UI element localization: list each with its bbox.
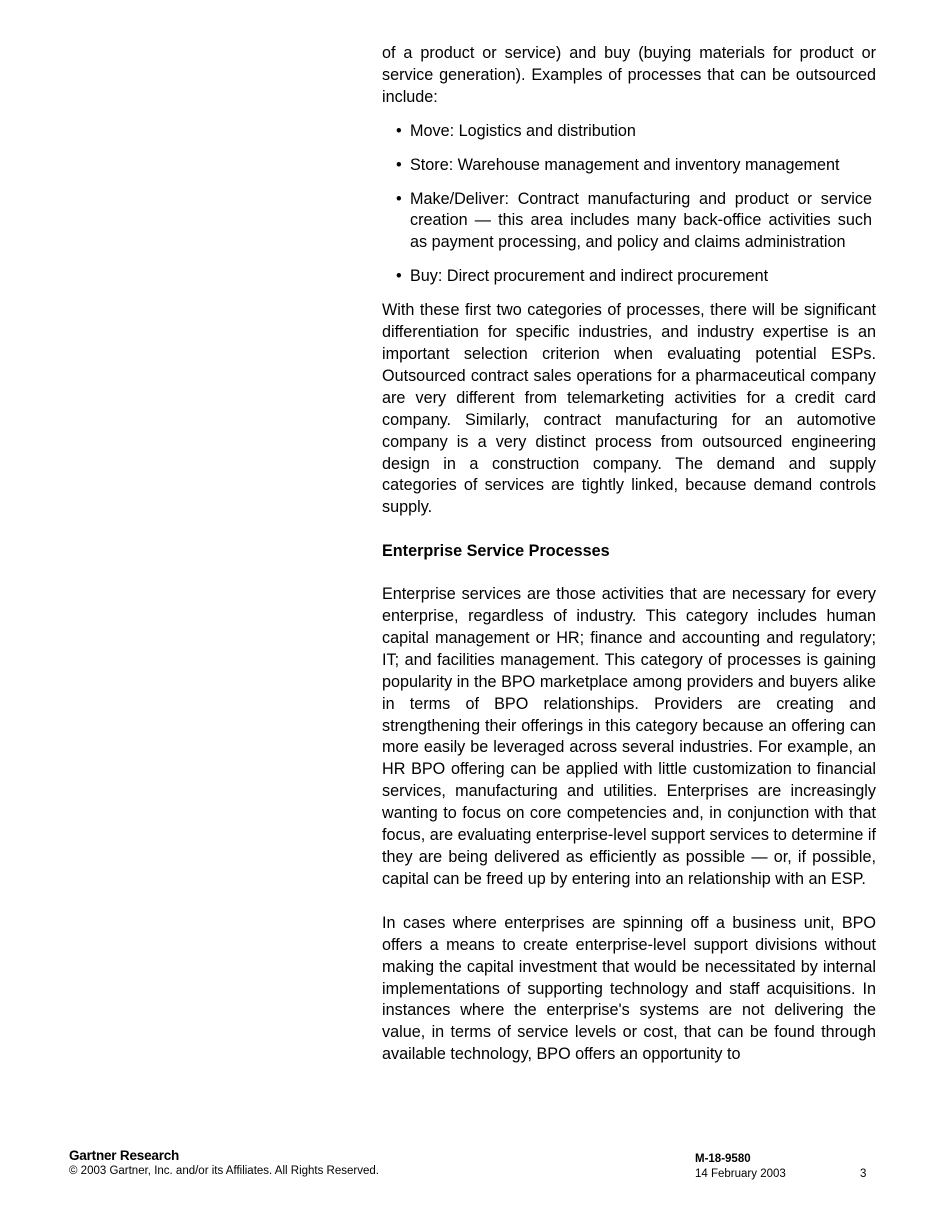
bullet-text: Move: Logistics and distribution: [410, 121, 636, 140]
bullet-item-make-deliver: [382, 189, 876, 255]
bullet-symbol: •: [396, 155, 402, 174]
process-bullet-list: [382, 121, 876, 288]
page-number: 3: [860, 1168, 867, 1180]
bullet-symbol: •: [396, 267, 402, 286]
bullet-item-move: [382, 121, 876, 143]
bullet-text: Make/Deliver: Contract manufacturing and product or service creation — this area includes many back-office activities such as payment processing, and policy and claims administration: [410, 189, 872, 252]
bullet-item-buy: [382, 266, 876, 288]
spin-off-paragraph: In cases where enterprises are spinning off a business unit, BPO offers a means to create enterprise-level support divisions without making the capital investment that would be necessitated by internal implementations of supporting technology and staff acquisitions. In instances where the enterprise's systems are not delivering the value, in terms of service levels or cost, that can be found through available technology, BPO offers an opportunity to: [382, 913, 876, 1064]
publication-date: 14 February 2003: [695, 1168, 786, 1180]
section-heading: Enterprise Service Processes: [382, 542, 610, 561]
document-id: M-18-9580: [695, 1153, 751, 1165]
enterprise-services-paragraph: Enterprise services are those activities that are necessary for every enterprise, regardless of industry. This category includes human capital management or HR; finance and accounting and regulatory; IT; and facilities management. This category of processes is gaining popularity in the BPO marketplace among providers and buyers alike in terms of BPO relationships. Providers are creating and strengthening their offerings in this category because an offering can more easily be leveraged across several industries. For example, an HR BPO offering can be applied with little customization to financial services, manufacturing and utilities. Enterprises are increasingly wanting to focus on core competencies and, in conjunction with that focus, are evaluating enterprise-level support services to determine if they are being delivered as efficiently as possible — or, if possible, capital can be freed up by entering into an relationship with an ESP.: [382, 585, 876, 888]
footer-right: [695, 1152, 786, 1182]
intro-paragraph: of a product or service) and buy (buying materials for product or service generation). Examples of processes that can be outsourced include:: [382, 44, 876, 106]
bullet-symbol: •: [396, 121, 402, 140]
gartner-research-logo: Gartner Research: [69, 1148, 180, 1163]
footer-left: [69, 1148, 379, 1179]
bullet-item-store: [382, 155, 876, 177]
industry-differentiation-paragraph: With these first two categories of processes, there will be significant differentiation for specific industries, and industry expertise is an important selection criterion when evaluating potential ESPs. Outsourced contract sales operations for a pharmaceutical company are very different from telemarketing activities for a credit card company. Similarly, contract manufacturing for an automotive company is a very distinct process from outsourced engineering design in a construction company. The demand and supply categories of services are tightly linked, because demand controls supply.: [382, 301, 876, 517]
bullet-text: Buy: Direct procurement and indirect procurement: [410, 267, 769, 286]
copyright-notice: © 2003 Gartner, Inc. and/or its Affiliates. All Rights Reserved.: [69, 1165, 379, 1177]
document-body: [382, 43, 876, 1066]
bullet-text: Store: Warehouse management and inventory management: [410, 155, 840, 174]
bullet-symbol: •: [396, 189, 402, 208]
